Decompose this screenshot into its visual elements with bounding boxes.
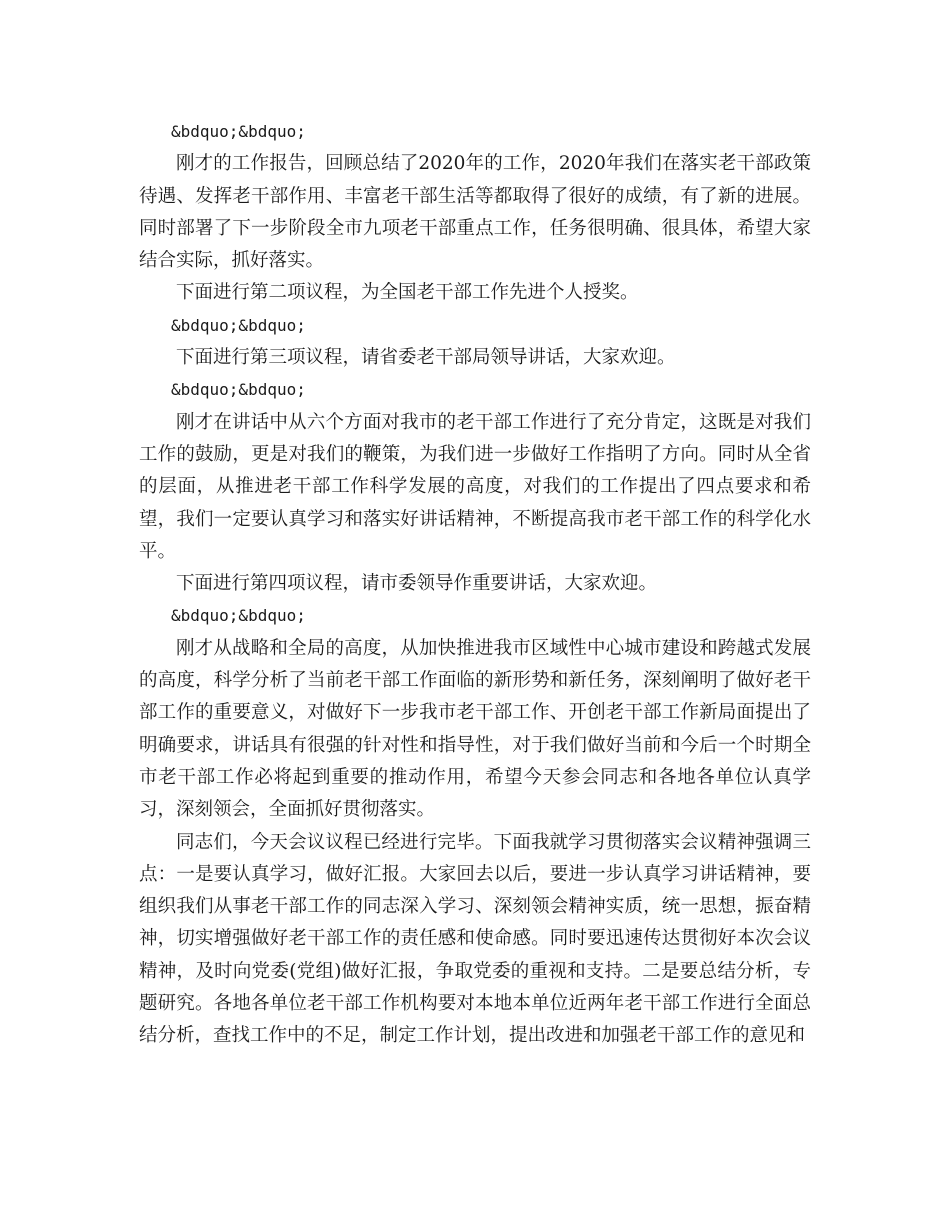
paragraph: 下面进行第二项议程，为全国老干部工作先进个人授奖。 [176, 282, 639, 304]
paragraph: 下面进行第三项议程，请省委老干部局领导讲话，大家欢迎。 [176, 347, 676, 369]
paragraph: 刚才的工作报告，回顾总结了2020年的工作，2020年我们在落实老干部政策待遇、发挥老干部作用、丰富老干部生活等都取得了很好的成绩，有了新的进展。同时部署了下一步阶段全市九项老干部重点工作，任务很明确、很具体，希望大家结合实际，抓好落实。 [139, 153, 811, 272]
placeholder-line: &bdquo;&bdquo; [171, 315, 306, 335]
placeholder-line: &bdquo;&bdquo; [171, 122, 306, 141]
paragraph: 刚才从战略和全局的高度，从加快推进我市区域性中心城市建设和跨越式发展的高度，科学分析了当前老干部工作面临的新形势和新任务，深刻阐明了做好老干部工作的重要意义，对做好下一步我市老干部工作、开创老干部工作新局面提出了明确要求，讲话具有很强的针对性和指导性，对于我们做好当前和今后一个时期全市老干部工作必将起到重要的推动作用，希望今天参会同志和各地各单位认真学习，深刻领会，全面抓好贯彻落实。 [139, 637, 811, 821]
paragraph: 同志们，今天会议议程已经进行完毕。下面我就学习贯彻落实会议精神强调三点：一是要认真学习，做好汇报。大家回去以后，要进一步认真学习讲话精神，要组织我们从事老干部工作的同志深入学习、深刻领会精神实质，统一思想，振奋精神，切实增强做好老干部工作的责任感和使命感。同时要迅速传达贯彻好本次会议精神，及时向党委(党组)做好汇报，争取党委的重视和支持。二是要总结分析，专题研究。各地各单位老干部工作机构要对本地本单位近两年老干部工作进行全面总结分析，查找工作中的不足，制定工作计划，提出改进和加强老干部工作的意见和 [139, 831, 811, 1047]
document-body [139, 116, 811, 1053]
paragraph: 下面进行第四项议程，请市委领导作重要讲话，大家欢迎。 [176, 573, 658, 595]
paragraph: 刚才在讲话中从六个方面对我市的老干部工作进行了充分肯定，这既是对我们工作的鼓励，更是对我们的鞭策，为我们进一步做好工作指明了方向。同时从全省的层面，从推进老干部工作科学发展的高度，对我们的工作提出了四点要求和希望，我们一定要认真学习和落实好讲话精神，不断提高我市老干部工作的科学化水平。 [139, 411, 811, 562]
placeholder-line: &bdquo;&bdquo; [171, 380, 306, 400]
placeholder-line: &bdquo;&bdquo; [171, 606, 306, 626]
